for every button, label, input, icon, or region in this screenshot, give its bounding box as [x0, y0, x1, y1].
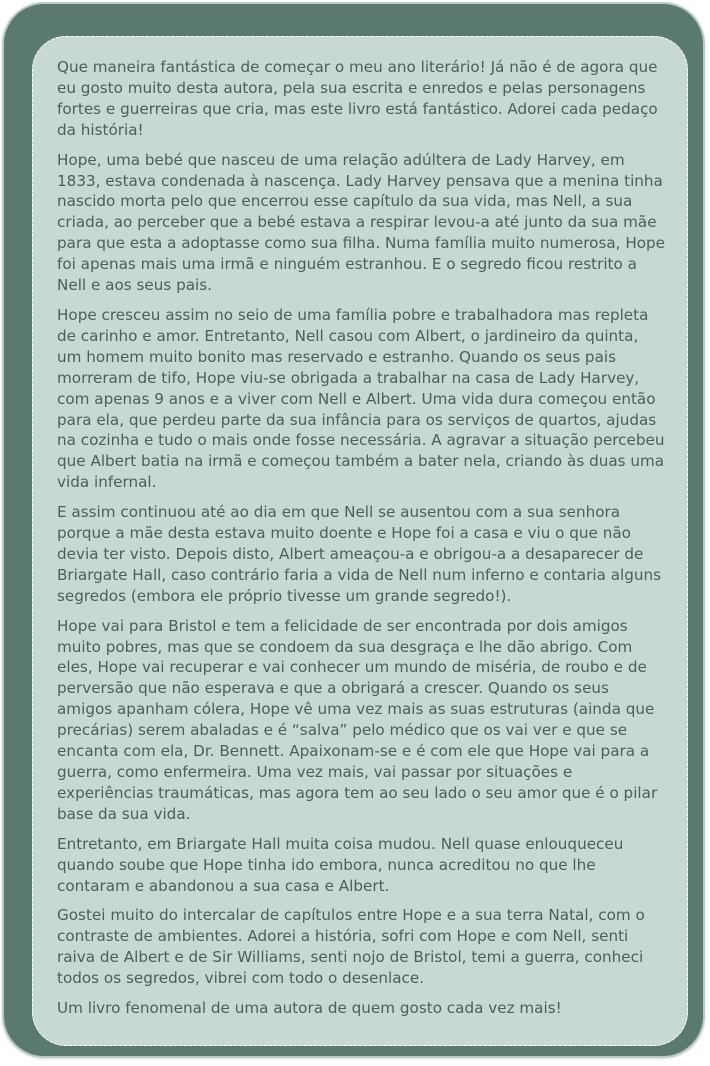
review-paragraph-8: Um livro fenomenal de uma autora de quem gosto cada vez mais!: [57, 999, 562, 1018]
review-frame: [2, 2, 705, 1058]
review-paragraph-4: E assim continuou até ao dia em que Nell se ausentou com a sua senhora porque a mãe desta estava muito doente e Hope foi a casa e viu o que não devia ter visto. Depois disto, Albert ameaçou-a e obrigou-a a desaparecer de Briargate Hall, caso contrário faria a vida de Nell num inferno e contaria alguns segredos (embora ele próprio tivesse um grande segredo!).: [57, 503, 662, 605]
review-text: [57, 57, 667, 1019]
review-paragraph-7: Gostei muito do intercalar de capítulos entre Hope e a sua terra Natal, com o contraste de ambientes. Adorei a história, sofri com Hope e com Nell, senti raiva de Albert e de Sir Williams, senti nojo de Bristol, temi a guerra, conheci todos os segredos, vibrei com todo o desenlace.: [57, 906, 645, 988]
review-paragraph-6: Entretanto, em Briargate Hall muita coisa mudou. Nell quase enlouqueceu quando soube que Hope tinha ido embora, nunca acreditou no que lhe contaram e abandonou a sua casa e Albert.: [57, 834, 624, 895]
review-panel: [32, 36, 688, 1046]
review-paragraph-5: Hope vai para Bristol e tem a felicidade de ser encontrada por dois amigos muito pobres, mas que se condoem da sua desgraça e lhe dão abrigo. Com eles, Hope vai recuperar e vai conhecer um mundo de miséria, de roubo e de perversão que não esperava e que a obrigará a crescer. Quando os seus amigos apanham cólera, Hope vê uma vez mais as suas estruturas (ainda que precárias) serem abaladas e é “salva” pelo médico que os vai ver e que se encanta com ela, Dr. Bennett. Apaixonam-se e é com ele que Hope vai para a guerra, como enfermeira. Uma vez mais, vai passar por situações e experiências traumáticas, mas agora tem ao seu lado o seu amor que é o pilar base da sua vida.: [57, 616, 658, 823]
review-paragraph-3: Hope cresceu assim no seio de uma família pobre e trabalhadora mas repleta de carinho e amor. Entretanto, Nell casou com Albert, o jardineiro da quinta, um homem muito bonito mas reservado e estranho. Quando os seus pais morreram de tifo, Hope viu-se obrigada a trabalhar na casa de Lady Harvey, com apenas 9 anos e a viver com Nell e Albert. Uma vida dura começou então para ela, que perdeu parte da sua infância para os serviços de quartos, ajudas na cozinha e tudo o mais onde fosse necessária. A agravar a situação percebeu que Albert batia na irmã e começou também a bater nela, criando às duas uma vida infernal.: [57, 305, 665, 492]
review-paragraph-1: Que maneira fantástica de começar o meu ano literário! Já não é de agora que eu gosto muito desta autora, pela sua escrita e enredos e pelas personagens fortes e guerreiras que cria, mas este livro está fantástico. Adorei cada pedaço da história!: [57, 58, 658, 139]
review-paragraph-2: Hope, uma bebé que nasceu de uma relação adúltera de Lady Harvey, em 1833, estava condenada à nascença. Lady Harvey pensava que a menina tinha nascido morta pelo que encerrou esse capítulo da sua vida, mas Nell, a sua criada, ao perceber que a bebé estava a respirar levou-a até junto da sua mãe para que esta a adoptasse como sua filha. Numa família muito numerosa, Hope foi apenas mais uma irmã e ninguém estranhou. E o segredo ficou restrito a Nell e aos seus pais.: [57, 150, 666, 295]
